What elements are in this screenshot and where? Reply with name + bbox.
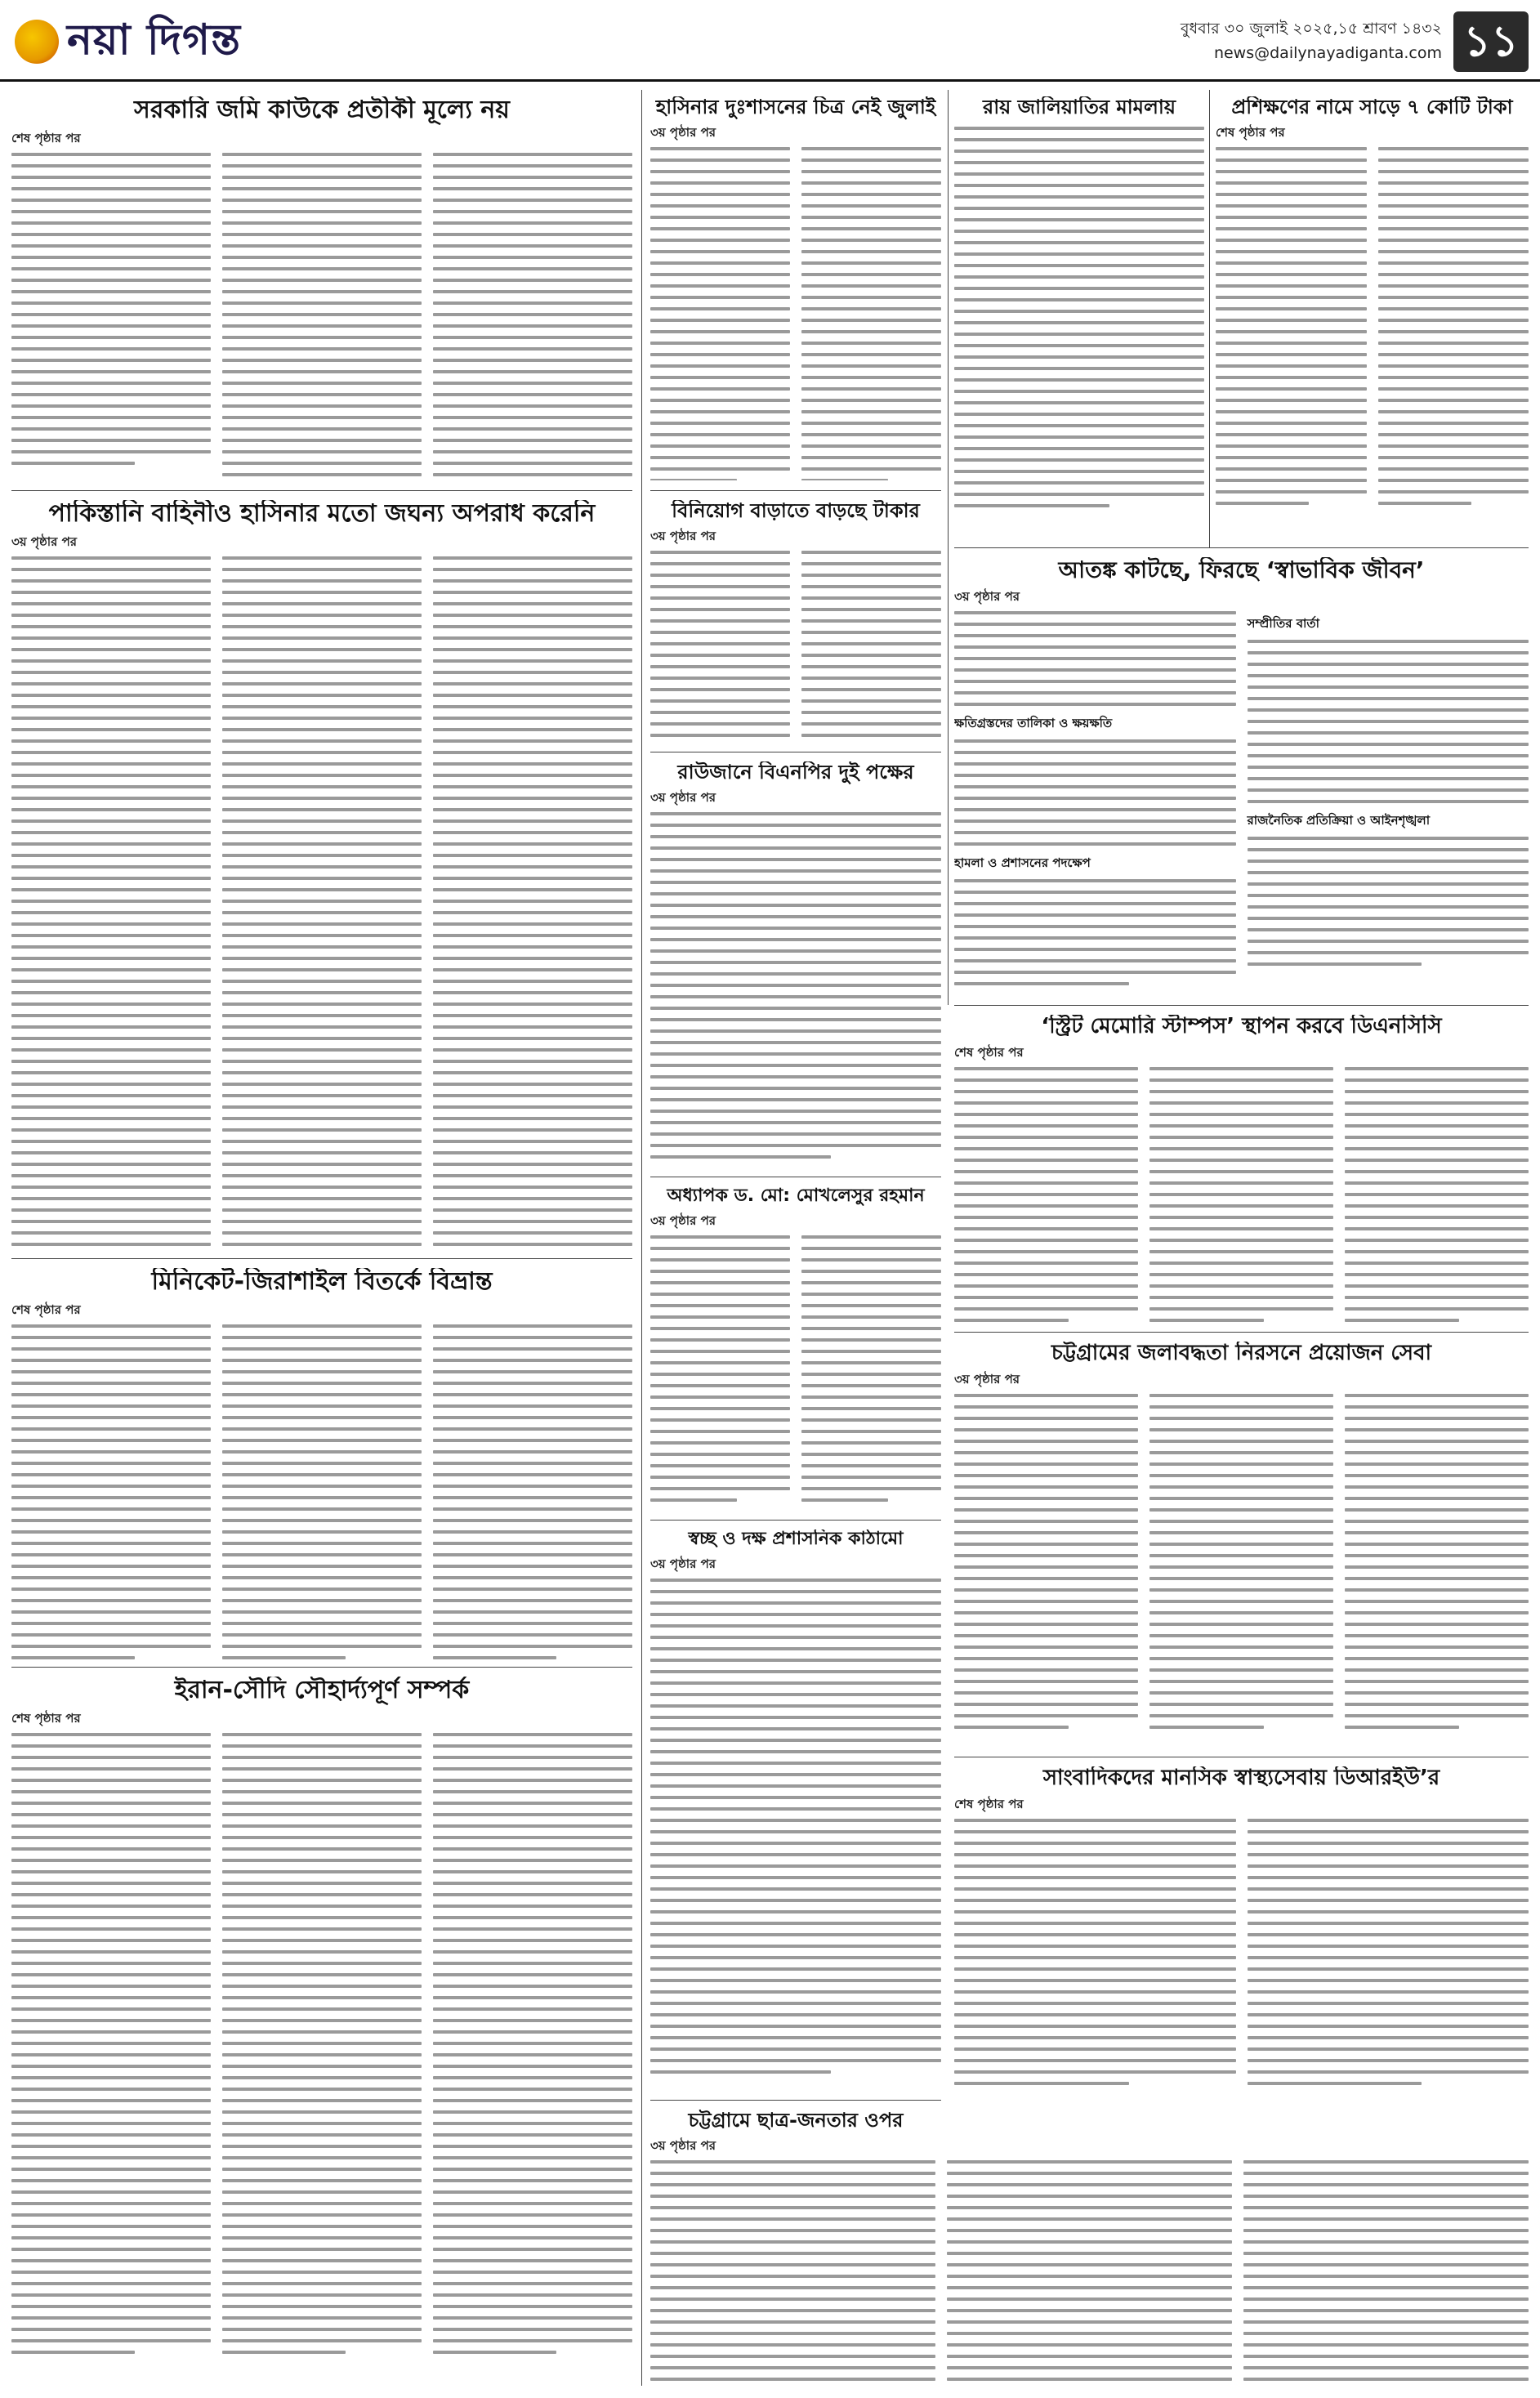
continued-label: ৩য় পৃষ্ঠার পর bbox=[11, 534, 78, 549]
headline: ‘স্ট্রিট মেমোরি স্টাম্পস’ স্থাপন করবে ডিএনসিসি bbox=[1041, 1015, 1442, 1038]
body-column bbox=[954, 1394, 1138, 1737]
article-professor-mokhlesur bbox=[650, 1186, 941, 1513]
headline: আতঙ্ক কাটছে, ফিরছে ‘স্বাভাবিক জীবন’ bbox=[1058, 557, 1425, 583]
body-column bbox=[954, 611, 1236, 994]
continued-label: শেষ পৃষ্ঠার পর bbox=[1216, 124, 1285, 140]
article-government-land bbox=[11, 96, 632, 480]
headline: পাকিস্তানি বাহিনীও হাসিনার মতো জঘন্য অপরাধ করেনি bbox=[48, 500, 596, 528]
article-divider bbox=[11, 1667, 632, 1668]
article-divider bbox=[650, 2100, 941, 2101]
article-hasina-misrule bbox=[650, 96, 941, 480]
article-divider bbox=[954, 1005, 1529, 1006]
body-column bbox=[650, 1235, 790, 1510]
sun-logo-icon bbox=[15, 20, 59, 64]
article-chattogram-students bbox=[650, 2110, 1529, 2387]
continued-label: শেষ পৃষ্ঠার পর bbox=[11, 1710, 81, 1726]
body-column bbox=[801, 551, 941, 745]
continued-label: ৩য় পৃষ্ঠার পর bbox=[650, 1556, 716, 1571]
article-dru-mental-health bbox=[954, 1766, 1529, 2093]
subhead: সম্প্রীতির বার্তা bbox=[1247, 616, 1320, 632]
body-column bbox=[650, 2160, 935, 2387]
body-column bbox=[1248, 611, 1529, 994]
body-column bbox=[11, 556, 211, 1252]
continued-label: ৩য় পৃষ্ঠার পর bbox=[650, 789, 716, 805]
article-divider bbox=[954, 547, 1529, 548]
subhead: হামলা ও প্রশাসনের পদক্ষেপ bbox=[954, 855, 1091, 871]
body-column bbox=[433, 1733, 632, 2362]
body-column bbox=[222, 153, 422, 480]
article-divider bbox=[954, 1332, 1529, 1333]
headline: স্বচ্ছ ও দক্ষ প্রশাসনিক কাঠামো bbox=[688, 1529, 904, 1549]
column-divider bbox=[1209, 90, 1210, 547]
headline: হাসিনার দুঃশাসনের চিত্র নেই জুলাই bbox=[655, 96, 936, 118]
continued-label: শেষ পৃষ্ঠার পর bbox=[11, 130, 81, 145]
body-column bbox=[1216, 147, 1367, 513]
body-column bbox=[947, 2160, 1232, 2387]
body-column bbox=[11, 1324, 211, 1660]
continued-label: শেষ পৃষ্ঠার পর bbox=[11, 1302, 81, 1317]
body-column bbox=[433, 556, 632, 1252]
body-column bbox=[954, 1067, 1138, 1325]
website-email: news@dailynayadiganta.com bbox=[1213, 44, 1442, 62]
headline: প্রশিক্ষণের নামে সাড়ে ৭ কোটি টাকা bbox=[1231, 96, 1513, 118]
article-divider bbox=[11, 490, 632, 491]
article-training-7-crore bbox=[1216, 96, 1529, 538]
body-column bbox=[1248, 1819, 1529, 2093]
subhead: ক্ষতিগ্রস্তদের তালিকা ও ক্ষয়ক্ষতি bbox=[954, 716, 1113, 731]
headline: অধ্যাপক ড. মো: মোখলেসুর রহমান bbox=[667, 1186, 925, 1206]
body-column bbox=[1149, 1067, 1333, 1325]
logo-text: নয়া দিগন্ত bbox=[67, 15, 241, 65]
continued-label: ৩য় পৃষ্ঠার পর bbox=[650, 2137, 716, 2153]
continued-label: ৩য় পৃষ্ঠার পর bbox=[650, 124, 716, 140]
body-column bbox=[1345, 1067, 1529, 1325]
body-column bbox=[1149, 1394, 1333, 1737]
continued-label: ৩য় পৃষ্ঠার পর bbox=[954, 1372, 1020, 1387]
body-column bbox=[650, 812, 941, 1159]
article-divider bbox=[650, 1520, 941, 1521]
article-transparent-admin bbox=[650, 1529, 941, 2093]
article-verdict-forgery bbox=[954, 96, 1204, 538]
date-line: বুধবার ৩০ জুলাই ২০২৫,১৫ শ্রাবণ ১৪৩২ bbox=[1180, 20, 1442, 38]
body-column bbox=[222, 1324, 422, 1660]
article-investment-money bbox=[650, 500, 941, 745]
article-divider bbox=[11, 1258, 632, 1259]
body-column bbox=[954, 1819, 1236, 2093]
column-divider bbox=[948, 90, 949, 1005]
subhead: রাজনৈতিক প্রতিক্রিয়া ও আইনশৃঙ্খলা bbox=[1247, 813, 1431, 828]
column-divider bbox=[641, 90, 642, 2386]
article-chattogram-waterlogging bbox=[954, 1342, 1529, 1750]
body-column bbox=[11, 1733, 211, 2362]
continued-label: শেষ পৃষ্ঠার পর bbox=[954, 1797, 1024, 1812]
masthead bbox=[0, 0, 1540, 82]
body-column bbox=[222, 556, 422, 1252]
article-minicket bbox=[11, 1268, 632, 1660]
continued-label: ৩য় পৃষ্ঠার পর bbox=[954, 589, 1020, 605]
date-and-email bbox=[1181, 16, 1442, 65]
article-raozan-bnp bbox=[650, 761, 941, 1170]
article-iran-saudi bbox=[11, 1677, 632, 2387]
article-fear-normal-life bbox=[954, 557, 1529, 998]
body-column bbox=[11, 153, 211, 480]
article-divider bbox=[650, 490, 941, 491]
body-column bbox=[650, 147, 790, 480]
body-column bbox=[650, 551, 790, 745]
headline: রায় জালিয়াতির মামলায় bbox=[983, 96, 1176, 118]
page-number-badge: ১১ bbox=[1453, 11, 1529, 72]
body-column bbox=[433, 153, 632, 480]
article-pakistani-army bbox=[11, 500, 632, 1252]
continued-label: শেষ পৃষ্ঠার পর bbox=[954, 1045, 1024, 1061]
logo bbox=[15, 7, 276, 77]
headline: রাউজানে বিএনপির দুই পক্ষের bbox=[677, 761, 914, 784]
body-column bbox=[222, 1733, 422, 2362]
headline: সাংবাদিকদের মানসিক স্বাস্থ্যসেবায় ডিআরইউ’র bbox=[1042, 1766, 1440, 1790]
continued-label: ৩য় পৃষ্ঠার পর bbox=[650, 1212, 716, 1228]
body-column bbox=[1345, 1394, 1529, 1737]
body-column bbox=[650, 1579, 941, 2074]
headline: বিনিয়োগ বাড়াতে বাড়ছে টাকার bbox=[672, 500, 920, 522]
headline: ইরান-সৌদি সৌহার্দ্যপূর্ণ সম্পর্ক bbox=[174, 1677, 470, 1704]
article-street-memory-stamps bbox=[954, 1015, 1529, 1325]
body-column bbox=[801, 1235, 941, 1510]
body-column bbox=[801, 147, 941, 480]
headline: চট্টগ্রামে ছাত্র-জনতার ওপর bbox=[688, 2110, 904, 2132]
continued-label: ৩য় পৃষ্ঠার পর bbox=[650, 528, 716, 543]
body-column bbox=[1243, 2160, 1529, 2387]
body-column bbox=[1378, 147, 1529, 513]
headline: চট্টগ্রামের জলাবদ্ধতা নিরসনে প্রয়োজন সেবা bbox=[1051, 1342, 1432, 1365]
body-column bbox=[433, 1324, 632, 1660]
headline: সরকারি জমি কাউকে প্রতীকী মূল্যে নয় bbox=[134, 96, 510, 124]
body-column bbox=[954, 127, 1204, 507]
headline: মিনিকেট-জিরাশাইল বিতর্কে বিভ্রান্ত bbox=[151, 1268, 493, 1296]
